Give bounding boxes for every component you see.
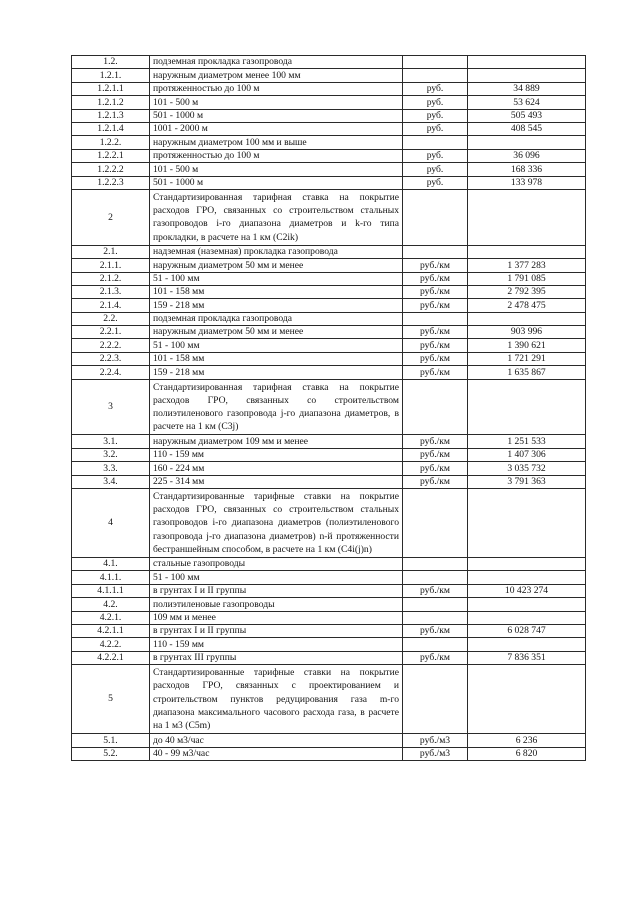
row-description: в грунтах III группы [150,651,403,664]
row-description: 51 - 100 мм [150,571,403,584]
row-number: 1.2.2.2 [72,163,150,176]
row-unit: руб./км [403,326,468,339]
row-description: 51 - 100 мм [150,339,403,352]
row-unit: руб./км [403,272,468,285]
row-number: 1.2.2.3 [72,176,150,189]
row-number: 2.1.4. [72,299,150,312]
row-description: наружным диаметром 109 мм и менее [150,435,403,448]
row-description: надземная (наземная) прокладка газопровода [150,245,403,258]
row-value [468,638,586,651]
table-row [72,96,586,109]
row-unit: руб./км [403,366,468,379]
row-unit: руб./км [403,259,468,272]
row-description: до 40 м3/час [150,734,403,747]
row-number: 2.2.4. [72,366,150,379]
row-number: 1.2.1.2 [72,96,150,109]
row-unit: руб./км [403,584,468,597]
row-number: 4.1. [72,558,150,571]
row-number: 2.1.2. [72,272,150,285]
table-row [72,69,586,82]
row-value: 2 478 475 [468,299,586,312]
row-unit [403,379,468,435]
table-row [72,747,586,760]
row-number: 1.2.2.1 [72,149,150,162]
table-row [72,462,586,475]
row-description: стальные газопроводы [150,558,403,571]
row-unit: руб./км [403,651,468,664]
row-number: 2 [72,189,150,245]
row-number: 2.2.1. [72,326,150,339]
row-unit: руб. [403,122,468,135]
row-number: 5.2. [72,747,150,760]
row-description: в грунтах I и II группы [150,624,403,637]
row-description: наружным диаметром 50 мм и менее [150,259,403,272]
table-row [72,189,586,245]
row-description: Стандартизированные тарифные ставки на покрытие расходов ГРО, связанных с проектированием и строительством пунктов редуцирования газа m-го диапазона максимального часового расхода газа, в расчете на 1 м3 (С5m) [150,665,403,734]
row-number: 5 [72,665,150,734]
row-description: подземная прокладка газопровода [150,312,403,325]
row-description: Стандартизированные тарифные ставки на покрытие расходов ГРО, связанных со строительством стальных газопроводов i-го диапазона диаметров (полиэтиленового газопровода j-го диапазона диаметров) n-й протяженности бестраншейным способом, в расчете на 1 км (С4i(j)n) [150,489,403,558]
row-value [468,665,586,734]
row-description: 159 - 218 мм [150,366,403,379]
table-row [72,259,586,272]
row-unit: руб. [403,109,468,122]
row-number: 4.2.1. [72,611,150,624]
row-value: 1 251 533 [468,435,586,448]
row-description: в грунтах I и II группы [150,584,403,597]
row-value: 6 820 [468,747,586,760]
row-value: 505 493 [468,109,586,122]
row-value: 168 336 [468,163,586,176]
row-description: 1001 - 2000 м [150,122,403,135]
row-description: наружным диаметром 50 мм и менее [150,326,403,339]
table-row [72,163,586,176]
row-unit [403,136,468,149]
row-unit: руб./км [403,285,468,298]
row-value [468,56,586,69]
row-value: 53 624 [468,96,586,109]
row-description: Стандартизированная тарифная ставка на покрытие расходов ГРО, связанных со строительством стальных газопроводов i-го диапазона диаметров и k-го типа прокладки, в расчете на 1 км (С2ik) [150,189,403,245]
row-value [468,312,586,325]
row-value: 903 996 [468,326,586,339]
row-value [468,245,586,258]
table-row [72,176,586,189]
row-number: 4.2.2.1 [72,651,150,664]
row-value: 1 390 621 [468,339,586,352]
table-row [72,149,586,162]
row-number: 4.2.1.1 [72,624,150,637]
row-value [468,571,586,584]
row-description: 101 - 500 м [150,96,403,109]
table-row [72,272,586,285]
row-description: 51 - 100 мм [150,272,403,285]
row-unit [403,571,468,584]
row-value: 1 635 867 [468,366,586,379]
row-number: 1.2.1.4 [72,122,150,135]
row-value: 1 407 306 [468,448,586,461]
row-value: 1 377 283 [468,259,586,272]
row-value: 3 035 732 [468,462,586,475]
row-value [468,379,586,435]
row-number: 1.2.2. [72,136,150,149]
row-unit [403,56,468,69]
row-unit [403,611,468,624]
table-row [72,734,586,747]
table-row [72,109,586,122]
row-description: 101 - 500 м [150,163,403,176]
tariff-table [71,55,586,761]
row-value: 6 028 747 [468,624,586,637]
row-unit: руб./м3 [403,747,468,760]
row-description: 101 - 158 мм [150,285,403,298]
row-unit: руб. [403,96,468,109]
row-value: 408 545 [468,122,586,135]
table-row [72,651,586,664]
row-unit: руб./км [403,462,468,475]
row-number: 5.1. [72,734,150,747]
table-row [72,122,586,135]
row-number: 2.1.1. [72,259,150,272]
row-description: 101 - 158 мм [150,352,403,365]
row-unit: руб./км [403,352,468,365]
table-row [72,245,586,258]
row-unit: руб./км [403,624,468,637]
table-row [72,312,586,325]
row-unit: руб./км [403,435,468,448]
row-unit [403,598,468,611]
row-unit [403,189,468,245]
row-unit [403,558,468,571]
row-unit [403,638,468,651]
row-number: 4 [72,489,150,558]
row-number: 1.2.1.1 [72,82,150,95]
row-value [468,611,586,624]
row-value [468,69,586,82]
table-row [72,489,586,558]
row-description: протяженностью до 100 м [150,82,403,95]
row-description: 501 - 1000 м [150,176,403,189]
row-value: 36 096 [468,149,586,162]
row-value [468,598,586,611]
row-value: 10 423 274 [468,584,586,597]
table-row [72,379,586,435]
table-row [72,56,586,69]
row-number: 4.2. [72,598,150,611]
row-number: 3.1. [72,435,150,448]
table-row [72,584,586,597]
table-row [72,299,586,312]
table-row [72,638,586,651]
table-row [72,435,586,448]
table-row [72,624,586,637]
row-number: 3.4. [72,475,150,488]
row-value [468,136,586,149]
row-value [468,558,586,571]
table-row [72,285,586,298]
row-description: 225 - 314 мм [150,475,403,488]
table-row [72,665,586,734]
row-value: 7 836 351 [468,651,586,664]
table-row [72,352,586,365]
row-number: 4.1.1. [72,571,150,584]
tariff-table-body [72,56,586,761]
row-value: 34 889 [468,82,586,95]
row-description: 110 - 159 мм [150,638,403,651]
row-value: 6 236 [468,734,586,747]
row-unit: руб. [403,82,468,95]
row-unit: руб./км [403,448,468,461]
table-row [72,339,586,352]
table-row [72,611,586,624]
row-number: 3 [72,379,150,435]
table-row [72,598,586,611]
row-unit: руб./м3 [403,734,468,747]
row-description: 109 мм и менее [150,611,403,624]
table-row [72,571,586,584]
row-unit [403,69,468,82]
row-number: 4.1.1.1 [72,584,150,597]
row-number: 1.2.1.3 [72,109,150,122]
row-unit: руб./км [403,339,468,352]
row-description: протяженностью до 100 м [150,149,403,162]
table-row [72,558,586,571]
row-value: 133 978 [468,176,586,189]
row-number: 3.3. [72,462,150,475]
table-row [72,82,586,95]
row-value: 1 721 291 [468,352,586,365]
row-unit: руб. [403,149,468,162]
row-value: 2 792 395 [468,285,586,298]
table-row [72,366,586,379]
row-description: 160 - 224 мм [150,462,403,475]
row-description: подземная прокладка газопровода [150,56,403,69]
row-number: 3.2. [72,448,150,461]
table-row [72,475,586,488]
table-row [72,136,586,149]
row-value: 3 791 363 [468,475,586,488]
row-number: 2.2.3. [72,352,150,365]
row-value [468,189,586,245]
row-unit [403,312,468,325]
row-number: 4.2.2. [72,638,150,651]
row-number: 2.2.2. [72,339,150,352]
row-unit [403,665,468,734]
row-description: 501 - 1000 м [150,109,403,122]
row-number: 1.2. [72,56,150,69]
row-value [468,489,586,558]
table-row [72,326,586,339]
row-description: 40 - 99 м3/час [150,747,403,760]
row-unit: руб./км [403,475,468,488]
row-value: 1 791 085 [468,272,586,285]
row-number: 2.2. [72,312,150,325]
row-number: 2.1. [72,245,150,258]
row-unit [403,489,468,558]
row-unit: руб. [403,176,468,189]
row-unit: руб./км [403,299,468,312]
row-description: 110 - 159 мм [150,448,403,461]
row-number: 2.1.3. [72,285,150,298]
row-description: полиэтиленовые газопроводы [150,598,403,611]
row-description: наружным диаметром 100 мм и выше [150,136,403,149]
row-description: Стандартизированная тарифная ставка на покрытие расходов ГРО, связанных со строительством полиэтиленового газопровода j-го диапазона диаметров, в расчете на 1 км (С3j) [150,379,403,435]
row-unit [403,245,468,258]
row-unit: руб. [403,163,468,176]
row-description: наружным диаметром менее 100 мм [150,69,403,82]
row-number: 1.2.1. [72,69,150,82]
row-description: 159 - 218 мм [150,299,403,312]
table-row [72,448,586,461]
